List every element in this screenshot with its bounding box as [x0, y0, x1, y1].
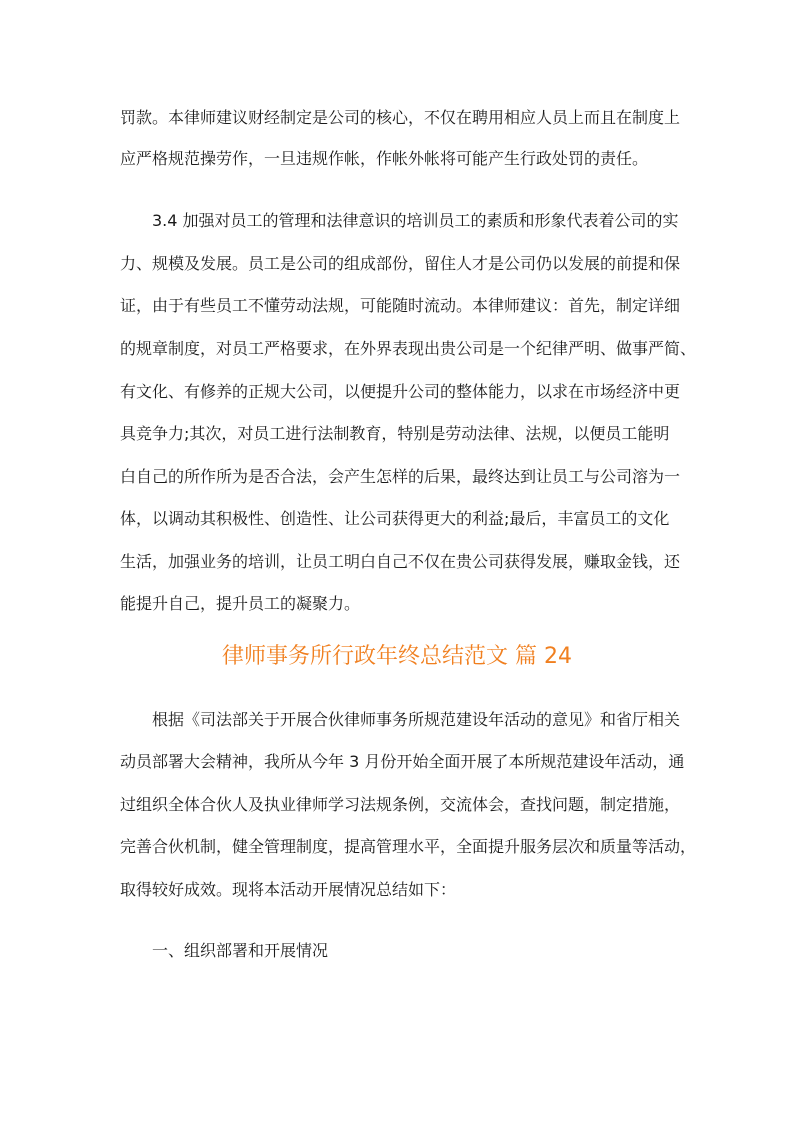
paragraph-line: 能提升自己，提升员工的凝聚力。 — [120, 594, 361, 613]
paragraph-line: 动员部署大会精神，我所从今年 3 月份开始全面开展了本所规范建设年活动，通 — [120, 752, 685, 771]
paragraph-line: 完善合伙机制，健全管理制度，提高管理水平，全面提升服务层次和质量等活动， — [120, 837, 697, 856]
paragraph-line: 证，由于有些员工不懂劳动法规，可能随时流动。本律师建议：首先，制定详细 — [120, 296, 681, 315]
section-title: 一、组织部署和开展情况 — [152, 941, 329, 960]
paragraph-line: 白自己的所作所为是否合法，会产生怎样的后果，最终达到让员工与公司溶为一 — [120, 467, 681, 486]
paragraph-line: 体，以调动其积极性、创造性、让公司获得更大的利益;最后，丰富员工的文化 — [120, 509, 670, 528]
paragraph-line: 的规章制度，对员工严格要求，在外界表现出贵公司是一个纪律严明、做事严简、 — [120, 339, 697, 358]
paragraph-line: 罚款。本律师建议财经制定是公司的核心，不仅在聘用相应人员上而且在制度上 — [120, 108, 681, 127]
paragraph-line: 根据《司法部关于开展合伙律师事务所规范建设年活动的意见》和省厅相关 — [152, 710, 681, 729]
paragraph-line: 取得较好成效。现将本活动开展情况总结如下： — [120, 880, 457, 899]
paragraph-line: 生活，加强业务的培训，让员工明白自己不仅在贵公司获得发展，赚取金钱，还 — [120, 552, 681, 571]
paragraph-line: 具竞争力;其次，对员工进行法制教育，特别是劳动法律、法规，以便员工能明 — [120, 424, 670, 443]
paragraph-line: 过组织全体合伙人及执业律师学习法规条例，交流体会，查找问题，制定措施， — [120, 795, 681, 814]
paragraph-line: 力、规模及发展。员工是公司的组成部份，留住人才是公司仍以发展的前提和保 — [120, 254, 681, 273]
paragraph-line: 应严格规范操劳作，一旦违规作帐，作帐外帐将可能产生行政处罚的责任。 — [120, 149, 649, 168]
paragraph-line: 3.4 加强对员工的管理和法律意识的培训员工的素质和形象代表着公司的实 — [152, 211, 679, 230]
paragraph-line: 有文化、有修养的正规大公司，以便提升公司的整体能力，以求在市场经济中更 — [120, 382, 681, 401]
section-heading: 律师事务所行政年终总结范文 篇 24 — [222, 644, 572, 669]
